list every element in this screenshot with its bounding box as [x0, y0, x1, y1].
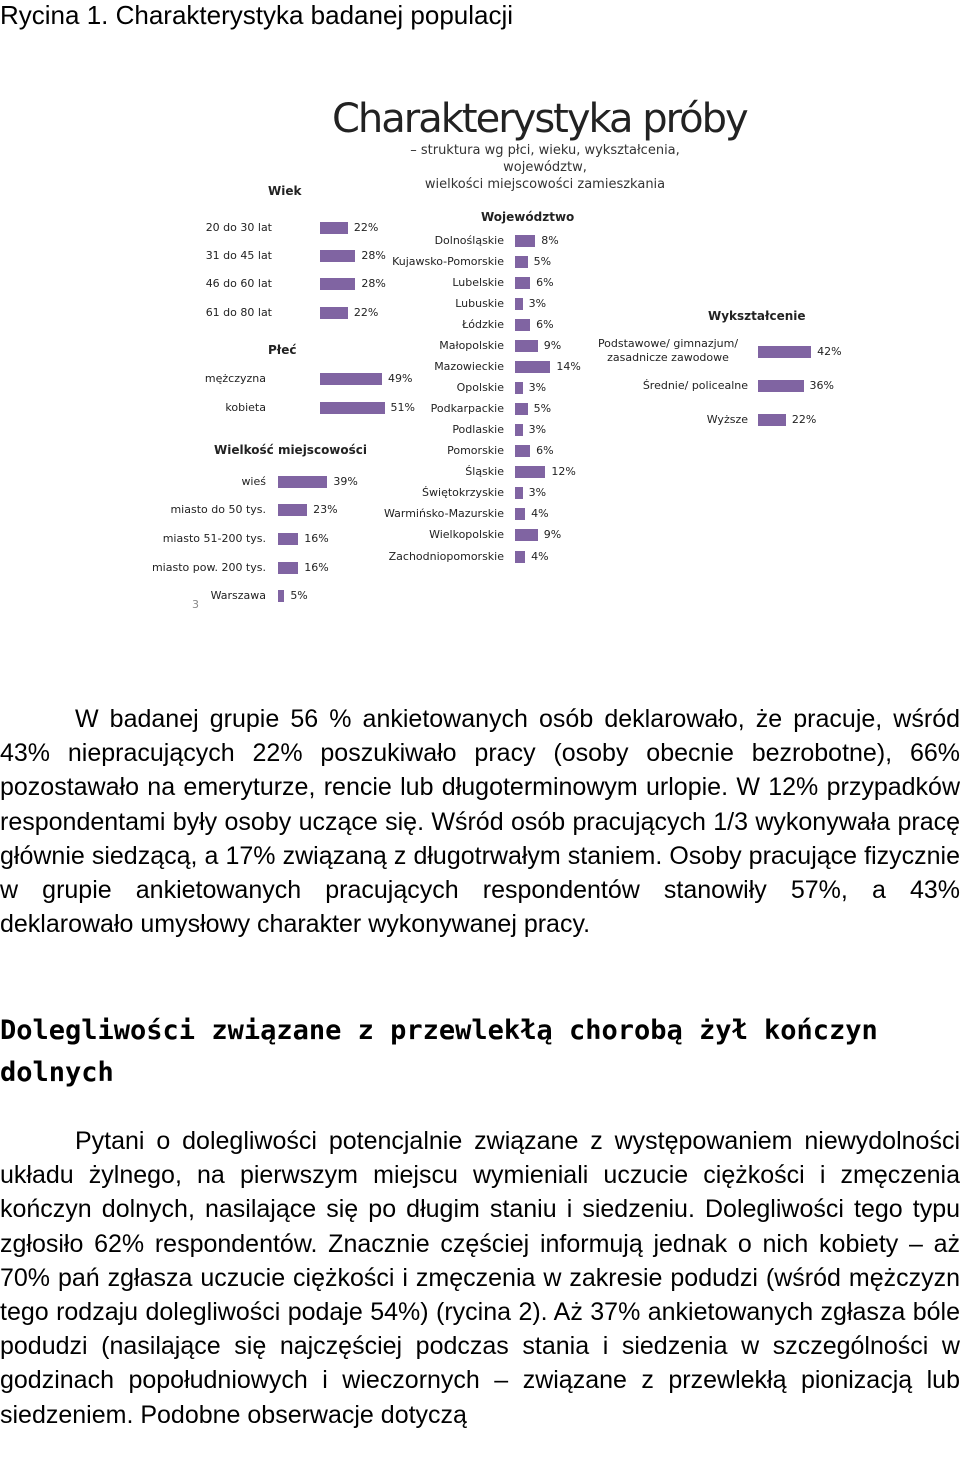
category-label: Opolskie: [456, 381, 504, 394]
category-label: Zachodniopomorskie: [388, 550, 504, 563]
bar: [515, 403, 528, 415]
bar: [320, 222, 348, 234]
chart-title-wielkość-miejscowości: Wielkość miejscowości: [214, 443, 368, 457]
category-label: 46 do 60 lat: [205, 277, 272, 290]
value-label: 4%: [531, 507, 549, 520]
bar: [320, 373, 382, 385]
category-label: Świętokrzyskie: [422, 486, 504, 499]
chart-title-województwo: Województwo: [481, 210, 575, 224]
value-label: 28%: [361, 277, 386, 290]
category-label: Lubelskie: [452, 276, 504, 289]
bar: [278, 590, 284, 602]
bar: [515, 277, 530, 289]
category-label: kobieta: [225, 401, 266, 414]
value-label: 5%: [290, 589, 308, 602]
value-label: 51%: [390, 401, 415, 414]
bar: [515, 235, 535, 247]
category-label: Pomorskie: [447, 444, 504, 457]
bar: [320, 307, 348, 319]
category-label: Podstawowe/ gimnazjum/ zasadnicze zawodowe: [597, 337, 739, 364]
bar: [515, 424, 523, 436]
category-label: Lubuskie: [455, 297, 504, 310]
bar: [515, 361, 550, 373]
value-label: 5%: [533, 402, 552, 415]
category-label: Warszawa: [210, 589, 266, 602]
category-label: Podlaskie: [452, 423, 504, 436]
value-label: 6%: [536, 318, 554, 331]
figure-title: Charakterystyka próby: [332, 96, 747, 142]
figure-subtitle-line1: – struktura wg płci, wieku, wykształcenia, województw,: [410, 143, 680, 175]
value-label: 3%: [528, 423, 547, 436]
category-label: Średnie/ policealne: [642, 379, 748, 392]
value-label: 8%: [541, 234, 559, 247]
chart-title-wykształcenie: Wykształcenie: [708, 309, 806, 323]
category-label: Kujawsko-Pomorskie: [392, 255, 504, 268]
characteristics-figure: [150, 90, 870, 630]
chart-title-wiek: Wiek: [268, 184, 302, 198]
category-label: Łódzkie: [462, 318, 504, 331]
bar: [320, 278, 355, 290]
paragraph-text: W badanej grupie 56 % ankietowanych osób deklarowało, że pracuje, wśród 43% niepracujących 22% poszukiwało pracy (osoby obecnie bezrobotne), 66% pozostawało na emeryturze, rencie lub długoterminowym urlopie. W 12% przypadków respondentami były osoby uczące się. Wśród osób pracujących 1/3 wykonywała pracę głównie siedzącą, a 17% związaną z długotrwałym staniem. Osoby pracujące fizycznie w grupie ankietowanych pracujących respondentów stanowiły 57%, a 43% deklarowało umysłowy charakter wykonywanej pracy.: [0, 705, 960, 939]
bar: [515, 340, 538, 352]
category-label: Mazowieckie: [434, 360, 504, 373]
category-label: mężczyzna: [204, 372, 266, 385]
category-label: miasto do 50 tys.: [170, 503, 266, 516]
bar: [278, 562, 298, 574]
value-label: 3%: [528, 297, 547, 310]
section-heading: Dolegliwości związane z przewlekłą chorobą żył kończyn dolnych: [0, 1015, 878, 1088]
paragraph-text: Pytani o dolegliwości potencjalnie związane z występowaniem niewydolności układu żylnego, na pierwszym miejscu wymieniali uczucie ciężkości i zmęczenia kończyn dolnych, nasilające się po długim staniu i siedzeniu. Dolegliwości tego typu zgłosiło 62% respondentów. Znacznie częściej informują jednak o nich kobiety – aż 70% pań zgłasza uczucie ciężkości i zmęczenia w zakresie podudzi (wśród mężczyzn tego rodzaju dolegliwości podaje 54%) (rycina 2). Aż 37% ankietowanych zgłasza bóle podudzi (nasilające się najczęściej podczas stania i siedzenia w szczególności w godzinach popołudniowych i wieczornych – związane z przewlekłą pionizacją lub siedzeniem. Podobne obserwacje dotyczą: [0, 1127, 960, 1429]
category-label: Wyższe: [706, 413, 748, 426]
value-label: 3%: [528, 381, 547, 394]
value-label: 39%: [333, 475, 358, 488]
value-label: 6%: [536, 444, 554, 457]
figure-subtitle: [370, 142, 720, 193]
bar: [278, 504, 307, 516]
bar: [515, 382, 523, 394]
value-label: 3%: [528, 486, 547, 499]
bar: [278, 533, 298, 545]
value-label: 36%: [809, 379, 834, 392]
value-label: 28%: [361, 249, 386, 262]
category-label: miasto 51-200 tys.: [162, 532, 266, 545]
value-label: 4%: [531, 550, 549, 563]
bar: [515, 508, 525, 520]
category-label: Śląskie: [465, 465, 504, 478]
value-label: 22%: [353, 221, 379, 234]
body-paragraph-1: [0, 702, 960, 941]
bar: [515, 529, 538, 541]
figure-subtitle-line2: wielkości miejscowości zamieszkania: [424, 177, 666, 192]
chart-title-płeć: Płeć: [268, 343, 297, 357]
bar: [515, 319, 530, 331]
bar: [758, 380, 804, 392]
bar: [758, 414, 786, 426]
bar: [515, 487, 523, 499]
category-label: Wielkopolskie: [429, 528, 504, 541]
figure-page-number: 3: [192, 598, 199, 611]
category-label: 20 do 30 lat: [205, 221, 272, 234]
bar: [515, 551, 525, 563]
value-label: 16%: [304, 532, 329, 545]
value-label: 22%: [353, 306, 379, 319]
value-label: 14%: [556, 360, 581, 373]
body-paragraph-2: [0, 1124, 960, 1432]
value-label: 6%: [536, 276, 554, 289]
bar: [320, 250, 355, 262]
bar: [515, 256, 528, 268]
bar: [758, 346, 811, 358]
value-label: 42%: [817, 345, 842, 358]
category-label: Dolnośląskie: [434, 234, 504, 247]
value-label: 5%: [533, 255, 552, 268]
value-label: 12%: [551, 465, 576, 478]
bar: [320, 402, 385, 414]
bar: [515, 298, 523, 310]
category-label: wieś: [241, 475, 266, 488]
value-label: 9%: [543, 339, 562, 352]
category-label: miasto pow. 200 tys.: [151, 561, 266, 574]
bar: [515, 466, 545, 478]
category-label: Warmińsko-Mazurskie: [383, 507, 504, 520]
value-label: 23%: [313, 503, 338, 516]
bar: [515, 445, 530, 457]
category-label: 31 do 45 lat: [205, 249, 272, 262]
bar: [278, 476, 327, 488]
value-label: 49%: [387, 372, 413, 385]
value-label: 9%: [543, 528, 562, 541]
category-label: Małopolskie: [439, 339, 504, 352]
category-label: 61 do 80 lat: [205, 306, 272, 319]
category-label: Podkarpackie: [430, 402, 504, 415]
value-label: 22%: [791, 413, 817, 426]
figure-caption: Rycina 1. Charakterystyka badanej populacji: [0, 0, 514, 30]
value-label: 16%: [304, 561, 329, 574]
